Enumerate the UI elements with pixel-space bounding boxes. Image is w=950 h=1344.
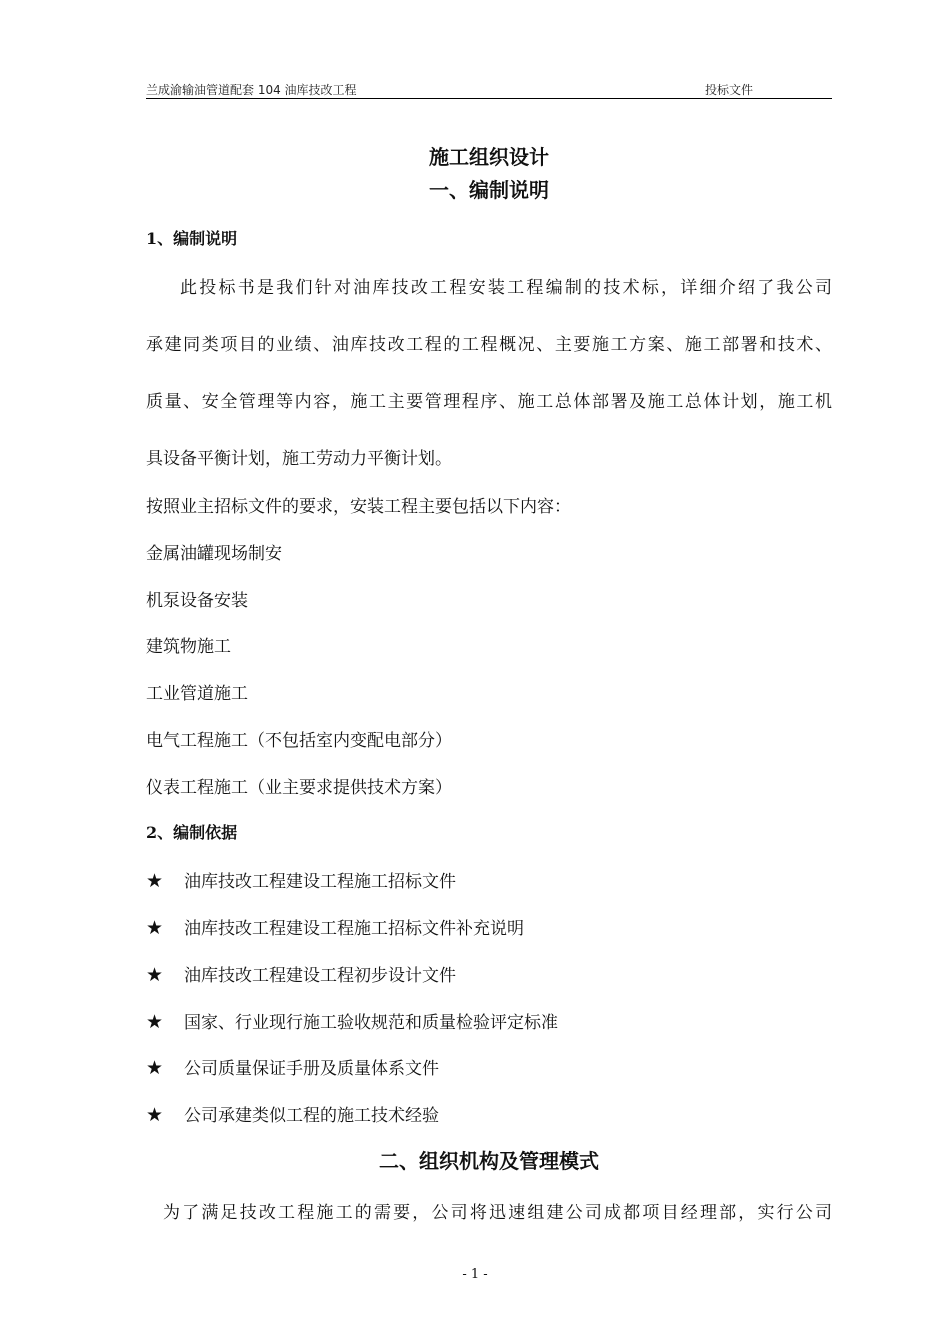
star-icon: ★ (146, 1057, 164, 1079)
star-icon: ★ (146, 1104, 164, 1126)
star-icon: ★ (146, 1011, 164, 1033)
page-header (146, 80, 832, 99)
basis-item-text: 油库技改工程建设工程施工招标文件补充说明 (184, 919, 524, 939)
scope-item: 电气工程施工（不包括室内变配电部分） (146, 731, 452, 751)
basis-list-item (146, 1101, 439, 1126)
scope-intro: 按照业主招标文件的要求，安装工程主要包括以下内容： (146, 497, 571, 517)
basis-item-text: 油库技改工程建设工程初步设计文件 (184, 966, 456, 986)
scope-item: 建筑物施工 (146, 637, 231, 657)
section-1-title: 一、编制说明 (429, 178, 549, 202)
star-icon: ★ (146, 964, 164, 986)
page-number: - 1 - (462, 1267, 488, 1282)
section-2-title: 二、组织机构及管理模式 (379, 1149, 599, 1173)
header-document-type: 投标文件 (705, 83, 754, 97)
star-icon: ★ (146, 870, 164, 892)
paragraph-line: 此投标书是我们针对油库技改工程安装工程编制的技术标，详细介绍了我公司 (180, 278, 832, 298)
basis-list-item (146, 1054, 439, 1079)
scope-item: 机泵设备安装 (146, 591, 248, 611)
basis-item-text: 公司承建类似工程的施工技术经验 (184, 1106, 439, 1126)
scope-item: 金属油罐现场制安 (146, 544, 282, 564)
paragraph-line: 为了满足技改工程施工的需要，公司将迅速组建公司成都项目经理部，实行公司 (163, 1203, 832, 1223)
subsection-heading-basis: 2、编制依据 (146, 823, 238, 842)
paragraph-line: 具设备平衡计划，施工劳动力平衡计划。 (146, 449, 452, 469)
basis-list-item (146, 914, 524, 939)
basis-list-item (146, 1008, 558, 1033)
basis-item-text: 国家、行业现行施工验收规范和质量检验评定标准 (184, 1013, 558, 1033)
basis-list-item (146, 867, 456, 892)
paragraph-line: 承建同类项目的业绩、油库技改工程的工程概况、主要施工方案、施工部署和技术、 (146, 335, 832, 355)
paragraph-line: 质量、安全管理等内容，施工主要管理程序、施工总体部署及施工总体计划，施工机 (146, 392, 832, 412)
basis-list-item (146, 961, 456, 986)
scope-item: 仪表工程施工（业主要求提供技术方案） (146, 778, 452, 798)
header-project-title: 兰成渝输油管道配套 104 油库技改工程 (146, 83, 357, 97)
subsection-heading-description: 1、编制说明 (146, 229, 238, 248)
basis-item-text: 公司质量保证手册及质量体系文件 (184, 1059, 439, 1079)
scope-item: 工业管道施工 (146, 684, 248, 704)
star-icon: ★ (146, 917, 164, 939)
document-title: 施工组织设计 (429, 145, 549, 169)
basis-item-text: 油库技改工程建设工程施工招标文件 (184, 872, 456, 892)
